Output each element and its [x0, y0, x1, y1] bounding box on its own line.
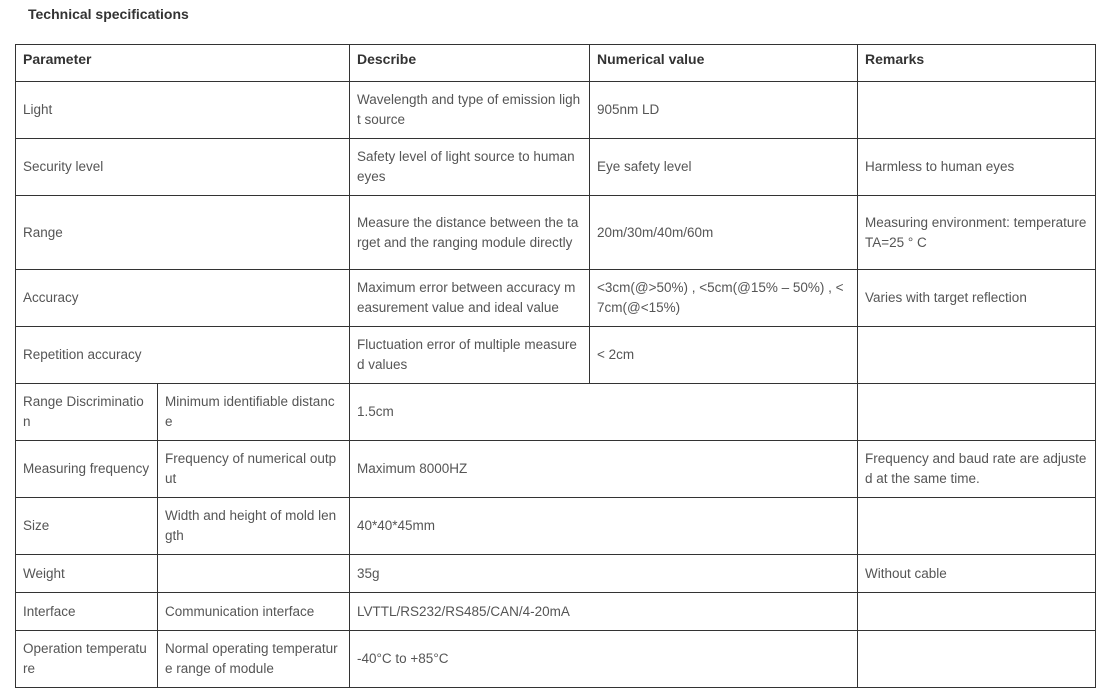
remarks-cell [858, 384, 1096, 441]
table-row [16, 498, 1096, 555]
subparam-cell [158, 555, 350, 593]
remarks-cell: Without cable [858, 555, 1096, 593]
value-cell: <3cm(@>50%) , <5cm(@15% – 50%) , <7cm(@<15%) [590, 270, 858, 327]
describe-cell: Wavelength and type of emission light source [350, 82, 590, 139]
value-cell: 35g [350, 555, 858, 593]
subparam-cell: Normal operating temperature range of module [158, 631, 350, 688]
parameter-cell: Range [16, 196, 350, 270]
remarks-cell: Harmless to human eyes [858, 139, 1096, 196]
page-title: Technical specifications [28, 6, 189, 22]
subparam-cell: Minimum identifiable distance [158, 384, 350, 441]
parameter-cell: Size [16, 498, 158, 555]
value-cell: Eye safety level [590, 139, 858, 196]
parameter-cell: Security level [16, 139, 350, 196]
remarks-cell: Varies with target reflection [858, 270, 1096, 327]
parameter-cell: Range Discrimination [16, 384, 158, 441]
value-cell: -40°C to +85°C [350, 631, 858, 688]
remarks-cell [858, 327, 1096, 384]
parameter-cell: Accuracy [16, 270, 350, 327]
table-row [16, 196, 1096, 270]
parameter-cell: Operation temperature [16, 631, 158, 688]
subparam-cell: Communication interface [158, 593, 350, 631]
value-cell: Maximum 8000HZ [350, 441, 858, 498]
table-row [16, 139, 1096, 196]
table-row [16, 441, 1096, 498]
remarks-cell: Frequency and baud rate are adjusted at the same time. [858, 441, 1096, 498]
describe-cell: Fluctuation error of multiple measured values [350, 327, 590, 384]
remarks-cell [858, 82, 1096, 139]
describe-cell: Maximum error between accuracy measurement value and ideal value [350, 270, 590, 327]
header-value: Numerical value [590, 45, 858, 82]
spec-table [15, 44, 1096, 688]
value-cell: 905nm LD [590, 82, 858, 139]
table-row [16, 555, 1096, 593]
remarks-cell: Measuring environment: temperature TA=25 ° C [858, 196, 1096, 270]
header-remarks: Remarks [858, 45, 1096, 82]
value-cell: 20m/30m/40m/60m [590, 196, 858, 270]
header-describe: Describe [350, 45, 590, 82]
value-cell: LVTTL/RS232/RS485/CAN/4-20mA [350, 593, 858, 631]
remarks-cell [858, 498, 1096, 555]
subparam-cell: Width and height of mold length [158, 498, 350, 555]
table-row [16, 82, 1096, 139]
value-cell: < 2cm [590, 327, 858, 384]
remarks-cell [858, 631, 1096, 688]
parameter-cell: Measuring frequency [16, 441, 158, 498]
parameter-cell: Repetition accuracy [16, 327, 350, 384]
table-header-row [16, 45, 1096, 82]
parameter-cell: Light [16, 82, 350, 139]
remarks-cell [858, 593, 1096, 631]
subparam-cell: Frequency of numerical output [158, 441, 350, 498]
describe-cell: Measure the distance between the target and the ranging module directly [350, 196, 590, 270]
table-row [16, 384, 1096, 441]
table-row [16, 631, 1096, 688]
describe-cell: Safety level of light source to human eyes [350, 139, 590, 196]
value-cell: 40*40*45mm [350, 498, 858, 555]
header-parameter: Parameter [16, 45, 350, 82]
value-cell: 1.5cm [350, 384, 858, 441]
parameter-cell: Weight [16, 555, 158, 593]
table-row [16, 593, 1096, 631]
table-row [16, 327, 1096, 384]
parameter-cell: Interface [16, 593, 158, 631]
table-row [16, 270, 1096, 327]
